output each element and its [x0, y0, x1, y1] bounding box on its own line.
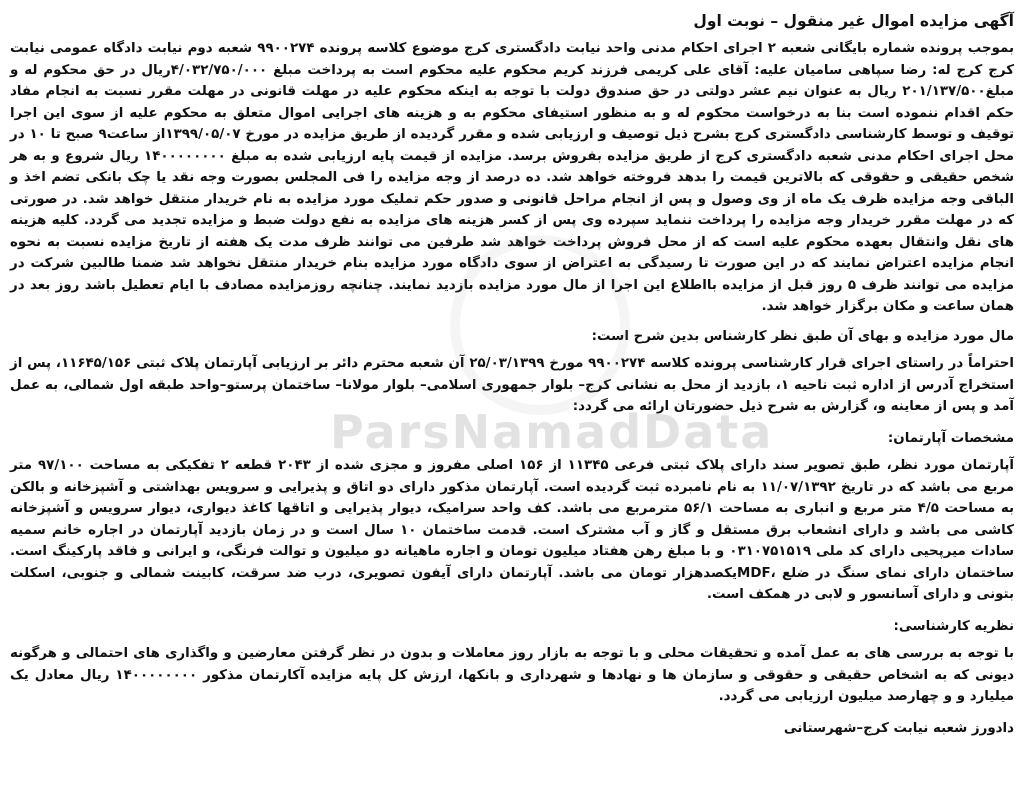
property-heading: مال مورد مزایده و بهای آن طبق نظر کارشناس بدین شرح است: [591, 328, 1014, 344]
intro-paragraph: بموجب پرونده شماره بایگانی شعبه ۲ اجرای احکام مدنی واحد نیابت دادگستری کرج موضوع کلاسه پرونده ۹۹۰۰۲۷۴ شعبه دوم نیابت دادگاه عمومی نیابت کرج کرج له: رضا سپاهی سامیان علیه: آقای علی کریمی فرزند کریم محکوم علیه محکوم است به پرداخت مبلغ ۴/۰۳۲/۷۵۰/۰۰۰ریال در حق محکوم له و مبلغ۲۰۱/۱۳۷/۵۰۰ ریال به عنوان نیم عشر دولتی در حق صندوق دولت با توجه به اینکه محکوم علیه در مهلت قانونی در مهلت مقرر نسبت به انجام مفاد حکم اقدام ننموده است بنا به درخواست محکوم له و به منظور استیفای محکوم به و هزینه های اجرایی اموال متعلق به محکوم علیه از سوی این اجرا توقیف و توسط کارشناسی دادگستری کرج بشرح ذیل توصیف و ارزیابی شده و مقرر گردیده از طریق مزایده در مورخ ۱۳۹۹/۰۵/۰۷از ساعت۹ صبح تا ۱۰ در محل اجرای احکام مدنی شعبه دادگستری کرج از طریق مزایده بفروش برسد. مزایده از قیمت پایه ارزیابی شده به مبلغ ۱۴۰۰۰۰۰۰۰۰ ریال شروع و به هر شخص حقیقی و حقوقی که بالاترین قیمت را بدهد فروخته خواهد شد. ده درصد از وجه مزایده را فی المجلس بصورت وجه نقد یا چک بانکی تضم اخذ و الباقی وجه مزایده ظرف یک ماه از وی وصول و پس از انجام مراحل قانونی و صدور حکم تملیک مورد مزایده به نام خریدار منتقل خواهد شد. در صورتی که در مهلت مقرر خریدار وجه مزایده را پرداخت ننماید سپرده وی پس از کسر هزینه های مزایده به نفع دولت ضبط و مزایده تجدید می گردد. کلیه هزینه های نقل وانتقال بعهده محکوم علیه است که از محل فروش پرداخت خواهد شد طرفین می توانند ظرف مدت یک هفته از تاریخ مزایده نسبت به نحوه انجام مزایده اعتراض نمایند که در این صورت تا رسیدگی به اعتراض از سوی دادگاه مورد مزایده بنام خریدار منتقل نخواهد شد ضمنا طالبین شرکت در مزایده می توانند ظرف ۵ روز قبل از مزایده بااطلاع این اجرا از مال مورد مزایده بازدید نمایند. چنانچه روزمزایده مصادف با ایام تعطیل باشد روز بعد در همان ساعت و مکان برگزار خواهد شد. [10, 41, 1015, 314]
notice-title: آگهی مزایده اموال غیر منقول – نوبت اول [693, 12, 1014, 30]
expert-intro-paragraph: احتراماً در راستای اجرای قرار کارشناسی پرونده کلاسه ۹۹۰۰۲۷۴ مورخ ۲۵/۰۳/۱۳۹۹ آن شعبه محترم دائر بر ارزیابی آپارتمان پلاک ثبتی ۱۱۶۴۵/۱۵۶، پس از استخراج آدرس از اداره ثبت ناحیه ۱، بازدید از محل به نشانی کرج– بلوار جمهوری اسلامی– بلوار مولانا– ساختمان پرستو–واحد طبقه اول شمالی، به عمل آمد و پس از معاینه و، گزارش به شرح ذیل حضورتان ارائه می گردد: [10, 356, 1014, 414]
opinion-paragraph: با توجه به بررسی های به عمل آمده و تحقیقات محلی و با توجه به بازار روز معاملات و بدون در نظر گرفتن معارضین و واگذاری های احتمالی و هرگونه دیونی که به اشخاص حقیقی و حقوقی و سازمان ها و نهادها و شهرداری و بانکها، ارزش کل پایه مزایده آکارتمان مذکور ۱۴۰۰۰۰۰۰۰۰ ریال معادل یک میلیارد و و چهارصد میلیون ارزیابی می گردد. [10, 646, 1014, 704]
specs-paragraph: آپارتمان مورد نظر، طبق تصویر سند دارای پلاک ثبتی فرعی ۱۱۳۴۵ از ۱۵۶ اصلی مفروز و مجزی شده از ۲۰۴۳ قطعه ۲ تفکیکی به مساحت ۹۷/۱۰۰ متر مربع می باشد که در تاریخ ۱۱/۰۷/۱۳۹۲ به نام نامبرده ثبت گردیده است. آپارتمان مذکور دارای دو اتاق و پذیرایی و سرویس بهداشتی و آشپزخانه و بالکن به مساحت ۴/۵ متر مربع و انباری به مساحت ۵۶/۱ مترمربع می باشد. کف واحد سرامیک، دیوار پذیرایی و اتاقها کاغذ دیواری، دیوار سرویس و آشپزخانه کاشی می باشد و دارای انشعاب برق مستقل و گاز و آب مشترک است. قدمت ساختمان ۱۰ سال است و در زمان بازدید آپارتمان در اجاره خانم سمیه سادات میرپحیی دارای کد ملی ۰۳۱۰۷۵۱۵۱۹ و با مبلغ رهن هفتاد میلیون تومان و اجاره ماهیانه دو میلیون و توالت فرنگی، و ایرانی و فاقد پارکینگ است. ساختمان دارای نمای سنگ در ضلع ،MDFیکصدهزار تومان می باشد. آپارتمان دارای آیفون تصویری، درب ضد سرقت، کابینت شمالی و جنوبی، اسکلت بتونی و دارای آسانسور و لابی در همکف است. [10, 458, 1015, 602]
specs-heading: مشخصات آپارتمان: [887, 430, 1014, 446]
signature: دادورز شعبه نیابت کرج–شهرستانی [783, 720, 1014, 736]
opinion-heading: نظریه کارشناسی: [893, 618, 1014, 634]
watermark-text: ParsNamadData [330, 405, 774, 459]
